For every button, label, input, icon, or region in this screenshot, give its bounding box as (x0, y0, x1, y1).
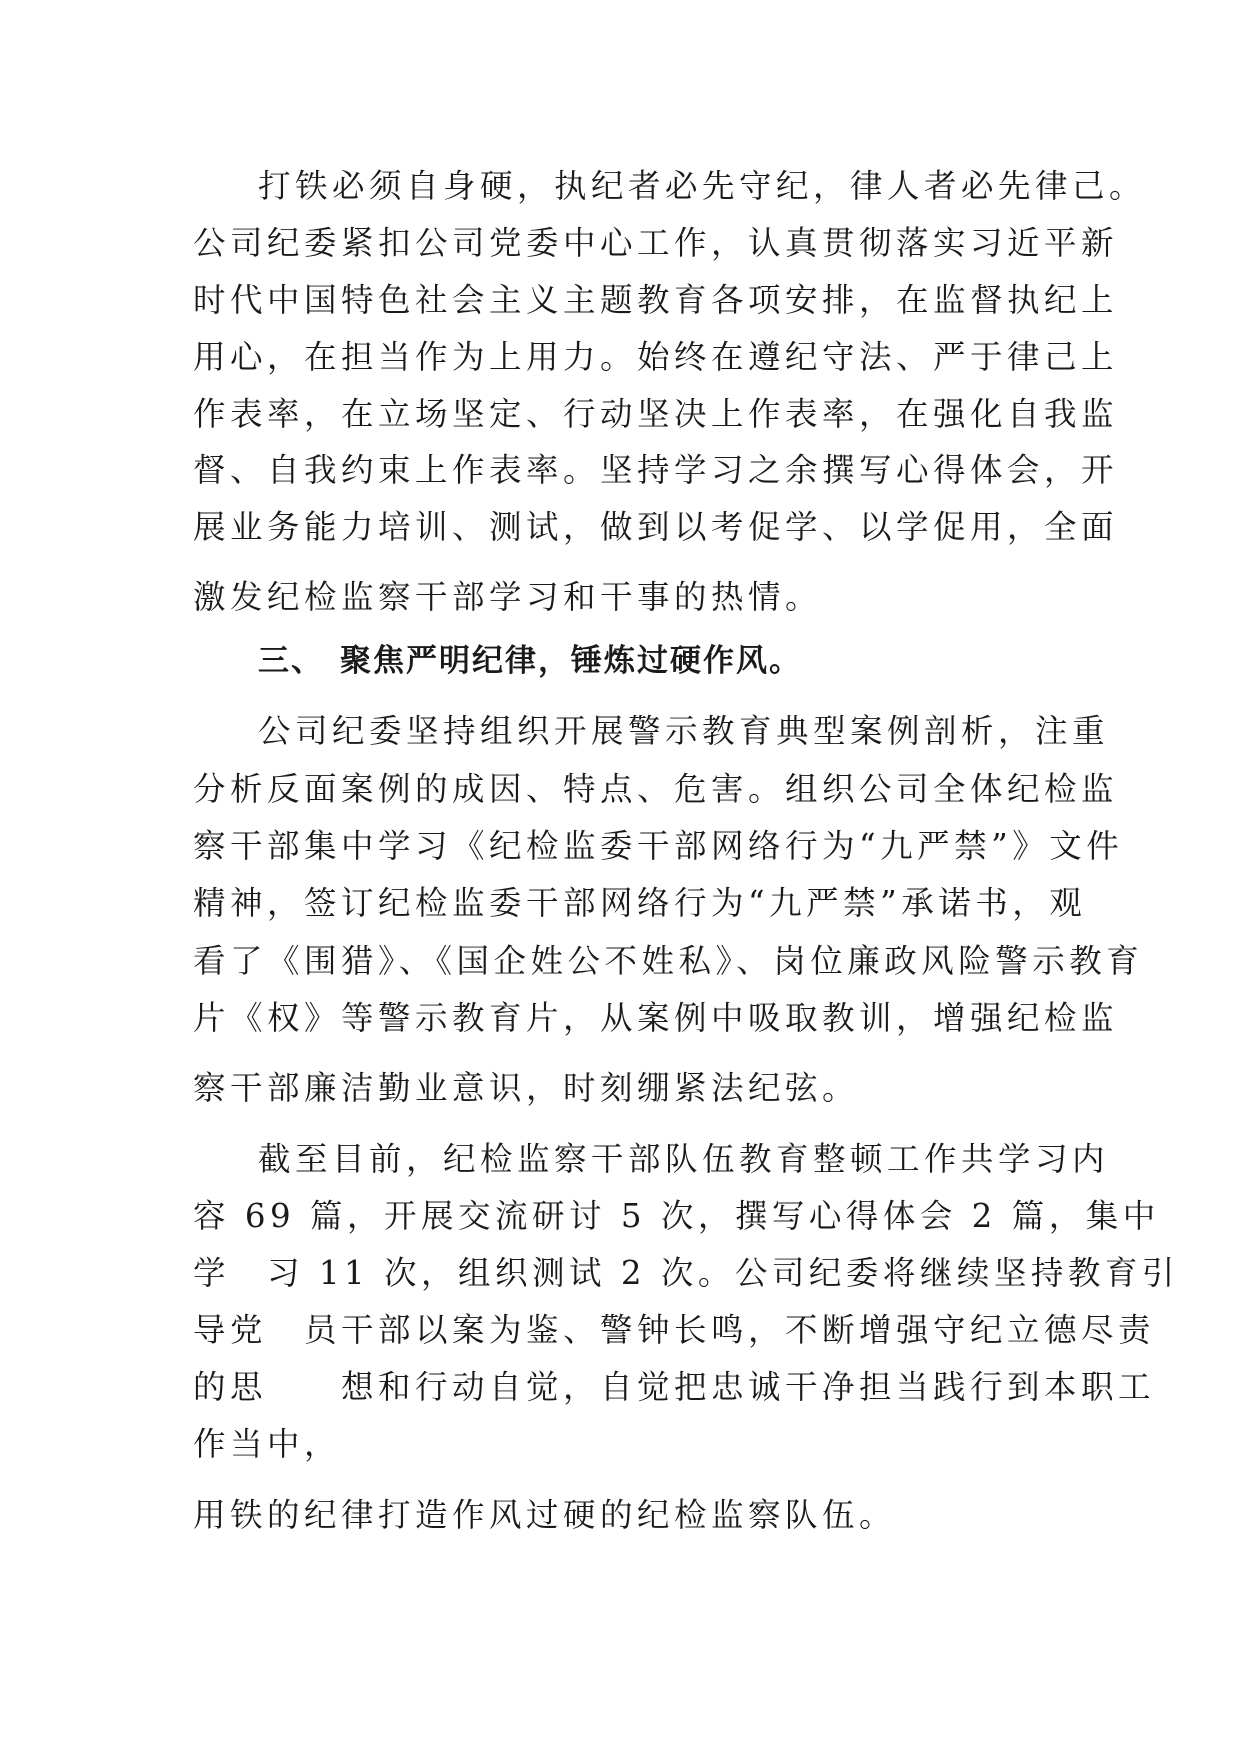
paragraph-line: 精神，签订纪检监委干部网络行为“九严禁”承诺书，观 (193, 884, 1087, 922)
paragraph-line: 截至目前，纪检监察干部队伍教育整顿工作共学习内 (258, 1140, 1110, 1178)
paragraph-line: 作当中， (193, 1425, 342, 1463)
paragraph-line: 时代中国特色社会主义主题教育各项安排，在监督执纪上 (193, 281, 1119, 319)
section-heading-number: 三、 (258, 643, 324, 679)
paragraph-line: 分析反面案例的成因、特点、危害。组织公司全体纪检监 (193, 770, 1119, 808)
paragraph-line: 容 69 篇，开展交流研讨 5 次，撰写心得体会 2 篇，集中 (193, 1197, 1160, 1235)
paragraph-line: 导党 员干部以案为鉴、警钟长鸣，不断增强守纪立德尽责 (193, 1311, 1156, 1349)
paragraph-line: 督、自我约束上作表率。坚持学习之余撰写心得体会，开 (193, 451, 1119, 489)
paragraph-line: 察干部集中学习《纪检监委干部网络行为“九严禁”》文件 (193, 827, 1124, 865)
paragraph-line: 作表率，在立场坚定、行动坚决上作表率，在强化自我监 (193, 395, 1119, 433)
paragraph-line: 片《权》等警示教育片，从案例中吸取教训，增强纪检监 (193, 999, 1119, 1037)
paragraph-line: 展业务能力培训、测试，做到以考促学、以学促用，全面 (193, 508, 1119, 546)
paragraph-line: 打铁必须自身硬，执纪者必先守纪，律人者必先律己。 (258, 167, 1147, 205)
paragraph-line: 公司纪委紧扣公司党委中心工作，认真贯彻落实习近平新 (193, 224, 1119, 262)
closing-line: 用铁的纪律打造作风过硬的纪检监察队伍。 (193, 1496, 897, 1534)
section-heading (258, 641, 802, 681)
paragraph-line: 激发纪检监察干部学习和干事的热情。 (193, 578, 823, 616)
paragraph-line: 学 习 11 次，组织测试 2 次。公司纪委将继续坚持教育引 (193, 1254, 1179, 1292)
paragraph-line: 用心，在担当作为上用力。始终在遵纪守法、严于律己上 (193, 338, 1119, 376)
section-heading-title: 聚焦严明纪律，锤炼过硬作风。 (340, 643, 802, 679)
paragraph-line: 公司纪委坚持组织开展警示教育典型案例剖析，注重 (258, 712, 1110, 750)
paragraph-line: 看了《围猎》、《国企姓公不姓私》、岗位廉政风险警示教育 (193, 942, 1144, 980)
paragraph-line: 的思 想和行动自觉，自觉把忠诚干净担当践行到本职工 (193, 1368, 1156, 1406)
paragraph-line: 察干部廉洁勤业意识，时刻绷紧法纪弦。 (193, 1069, 860, 1107)
